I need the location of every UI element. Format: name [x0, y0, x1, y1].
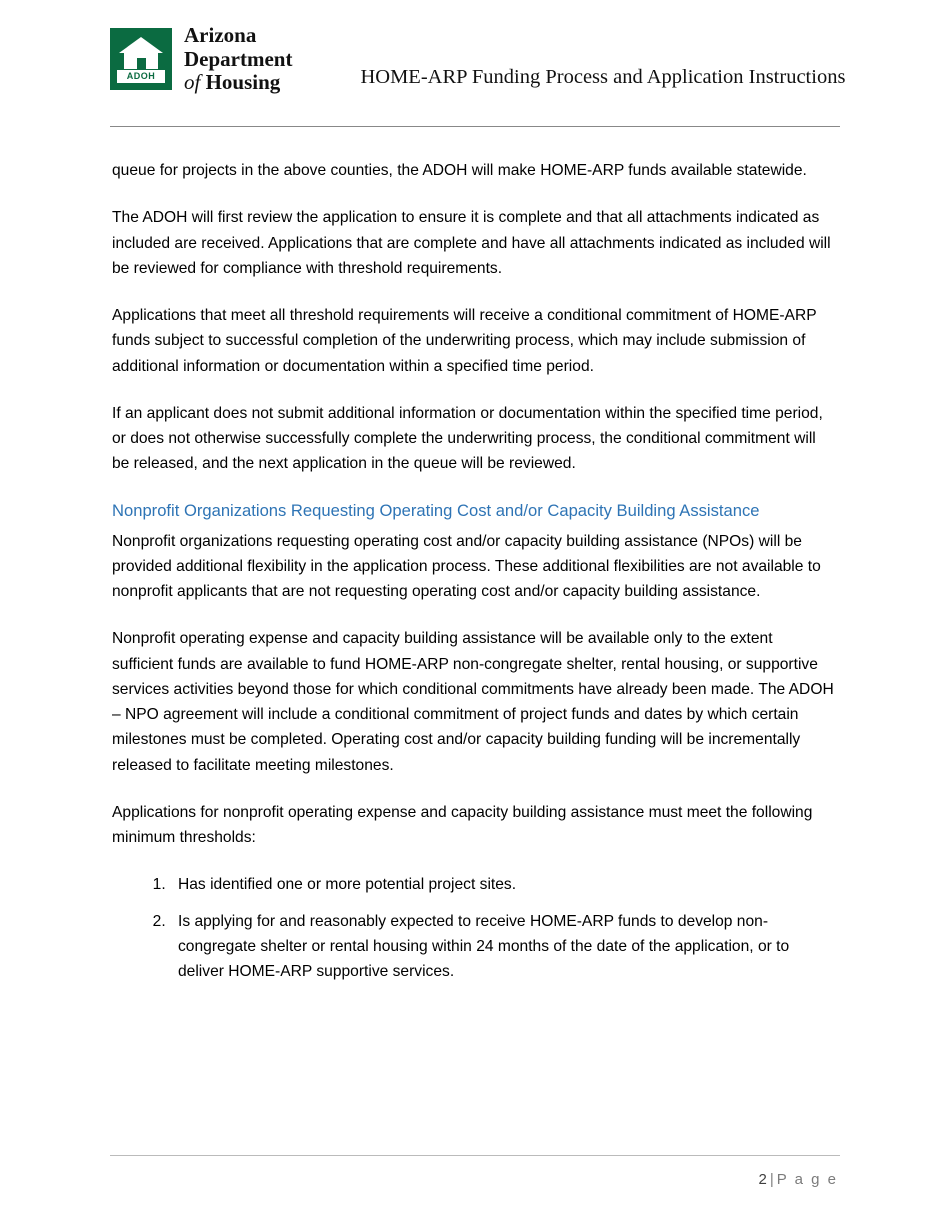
paragraph: Nonprofit organizations requesting operating cost and/or capacity building assistance (NPOs) will be provided additional flexibility in the application process. These additional flexibilities are not available to nonprofit applicants that are not requesting operating cost and/or capacity building assistance.: [112, 532, 821, 601]
footer-divider: [110, 1155, 840, 1156]
paragraph: If an applicant does not submit additional information or documentation within the specified time period, or does not otherwise successfully complete the underwriting process, the conditional commitment will be released, and the next application in the queue will be reviewed.: [112, 404, 823, 473]
logo-line-3-bold: Housing: [205, 70, 281, 95]
logo-line-2: Department: [184, 46, 293, 71]
logo-wordmark: [184, 22, 292, 95]
logo-line-3-italic: of: [184, 70, 201, 95]
document-body: [0, 158, 950, 984]
page-header: [0, 0, 950, 112]
logo-badge-text: ADOH: [117, 70, 165, 83]
footer-page-number: 2: [758, 1171, 767, 1188]
adoh-logo: [110, 22, 292, 95]
paragraph: queue for projects in the above counties, the ADOH will make HOME-ARP funds available statewide.: [112, 162, 807, 179]
footer-page-word: P a g e: [776, 1171, 838, 1188]
house-logo-icon: [110, 28, 172, 90]
header-divider: [110, 126, 840, 127]
logo-door-shape: [137, 58, 146, 69]
paragraph: Nonprofit operating expense and capacity building assistance will be available only to the extent sufficient funds are available to fund HOME-ARP non-congregate shelter, rental housing, or supportive services activities beyond those for which conditional commitments have already been made. The ADOH – NPO agreement will include a conditional commitment of project funds and dates by which certain milestones must be completed. Operating cost and/or capacity building funding will be incrementally released to facilitate meeting milestones.: [112, 630, 834, 774]
page-footer: [758, 1171, 838, 1188]
footer-separator: |: [769, 1171, 774, 1188]
logo-line-1: Arizona: [184, 23, 257, 47]
logo-line-3: [184, 71, 292, 95]
threshold-list: [112, 872, 835, 984]
logo-roof-shape: [119, 37, 163, 53]
section-heading: Nonprofit Organizations Requesting Operating Cost and/or Capacity Building Assistance: [112, 500, 760, 520]
paragraph: The ADOH will first review the application to ensure it is complete and that all attachments indicated as included are received. Applications that are complete and have all attachments indicated as included will be reviewed for compliance with threshold requirements.: [112, 209, 831, 277]
list-item: 1. Has identified one or more potential project sites.: [170, 872, 835, 897]
document-title: HOME-ARP Funding Process and Application Instructions: [360, 66, 846, 88]
paragraph: Applications that meet all threshold requirements will receive a conditional commitment of HOME-ARP funds subject to successful completion of the underwriting process, which may include submission of additional information or documentation within a specified time period.: [112, 307, 817, 375]
list-item: 2. Is applying for and reasonably expected to receive HOME-ARP funds to develop non-congregate shelter or rental housing within 24 months of the date of the application, or to deliver HOME-ARP supportive services.: [170, 909, 835, 985]
paragraph: Applications for nonprofit operating expense and capacity building assistance must meet the following minimum thresholds:: [112, 803, 813, 847]
